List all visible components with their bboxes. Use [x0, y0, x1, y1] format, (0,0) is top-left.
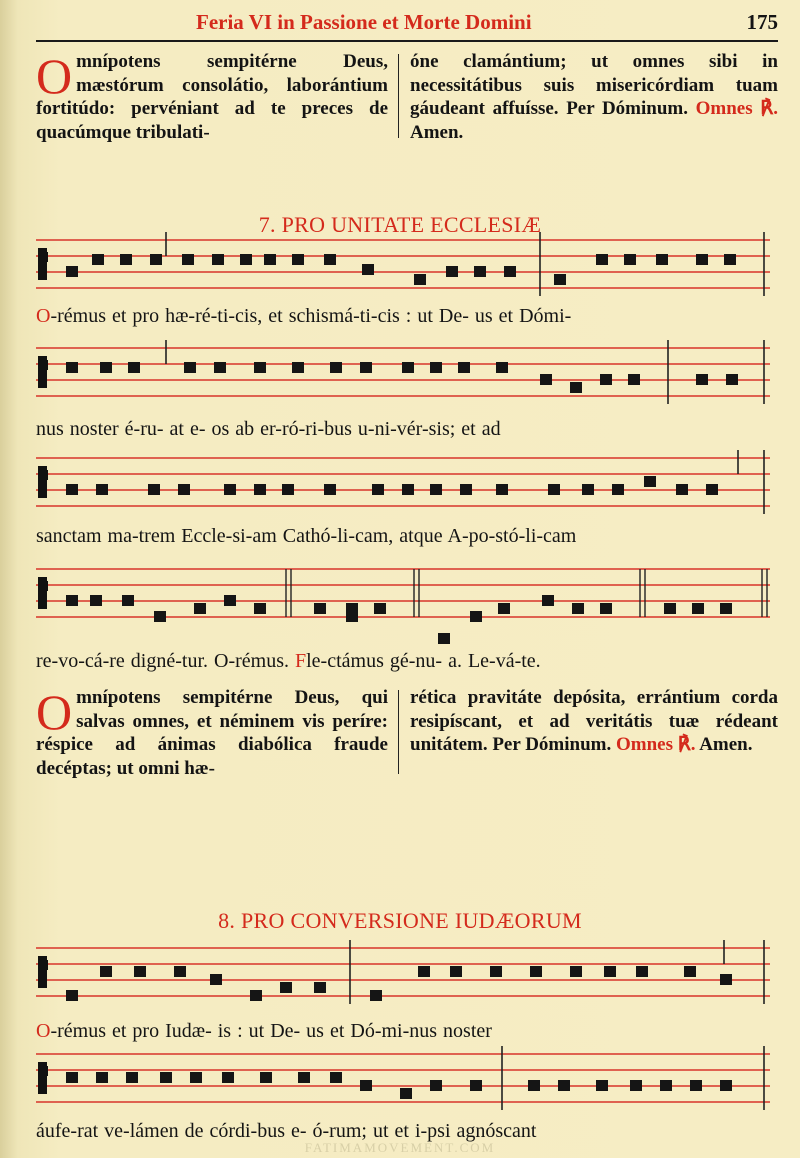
- neume-note: [402, 362, 414, 373]
- watermark: FATIMAMOVEMENT.COM: [304, 1140, 496, 1155]
- neume-note: [644, 476, 656, 487]
- neume-note: [572, 603, 584, 614]
- lyrics-7-2: nus noster é-ru- at e- os ab er-ró-ri-bus u-ni-vér-sis; et ad: [36, 418, 501, 440]
- neume-note: [570, 966, 582, 977]
- neume-note: [542, 595, 554, 606]
- neume-note: [160, 1072, 172, 1083]
- neume-note: [402, 484, 414, 495]
- neume-note: [490, 966, 502, 977]
- neume-note: [600, 603, 612, 614]
- neume-note: [372, 484, 384, 495]
- neume-note: [214, 362, 226, 373]
- neume-note: [178, 484, 190, 495]
- neume-note: [414, 274, 426, 285]
- prayer-1-left-text: mnípotens sempitérne Deus, mæstórum consolátio, laborántium fortitúdo: pervéniant ad te preces de quacúmque tribulati-: [36, 51, 388, 143]
- neume-note: [314, 982, 326, 993]
- neume-note: [182, 254, 194, 265]
- neume-note: [66, 484, 78, 495]
- section-7-title: 7. PRO UNITATE ECCLESIÆ: [258, 212, 542, 237]
- neume-note: [360, 1080, 372, 1091]
- staff-7-2: [36, 342, 770, 406]
- neume-note: [254, 362, 266, 373]
- neume-note: [314, 603, 326, 614]
- prayer-1-right-text: óne clamántium; ut omnes sibi in necessitátibus suis misericórdiam tuam gáudeant affuísse. Per Dóminum.: [410, 51, 778, 119]
- neume-note: [282, 484, 294, 495]
- neume-note: [298, 1072, 310, 1083]
- clef-mark: [38, 356, 48, 388]
- neume-note: [418, 966, 430, 977]
- neume-note: [676, 484, 688, 495]
- lyrics-8-2: áufe-rat ve-lámen de córdi-bus e- ó-rum; ut et i-psi agnóscant: [36, 1120, 537, 1142]
- neume-note: [582, 484, 594, 495]
- neume-note: [120, 254, 132, 265]
- neume-note: [174, 966, 186, 977]
- neume-note: [292, 254, 304, 265]
- neume-note: [90, 595, 102, 606]
- neume-note: [330, 1072, 342, 1083]
- prayer-1-left-column: [36, 50, 388, 144]
- neume-note: [66, 266, 78, 277]
- lyrics-red-capital: O: [36, 1020, 51, 1042]
- neume-note: [430, 362, 442, 373]
- neume-note: [324, 484, 336, 495]
- neume-note: [720, 1080, 732, 1091]
- neume-note: [696, 374, 708, 385]
- neume-note: [330, 362, 342, 373]
- lyrics-7-1: [36, 305, 776, 328]
- neume-note: [240, 254, 252, 265]
- neume-note: [656, 254, 668, 265]
- neume-note: [96, 1072, 108, 1083]
- neume-note: [430, 484, 442, 495]
- prayer-2-right-column: [410, 686, 778, 757]
- neume-note: [596, 254, 608, 265]
- neume-note: [210, 974, 222, 985]
- neume-note: [446, 266, 458, 277]
- neume-note: [596, 1080, 608, 1091]
- neume-note: [630, 1080, 642, 1091]
- neume-note: [254, 603, 266, 614]
- neume-note: [150, 254, 162, 265]
- neume-note: [570, 382, 582, 393]
- page-header: [0, 8, 800, 38]
- neume-note: [122, 595, 134, 606]
- neume-note: [324, 254, 336, 265]
- neume-note: [558, 1080, 570, 1091]
- neume-note: [190, 1072, 202, 1083]
- prayer-2-left-text: mnípotens sempitérne Deus, qui salvas omnes, et néminem vis períre: réspice ad ánimas diabólica fraude decéptas; ut omni hæ-: [36, 687, 388, 779]
- neume-note: [460, 484, 472, 495]
- neume-note: [530, 966, 542, 977]
- neume-note: [360, 362, 372, 373]
- neume-note: [346, 611, 358, 622]
- neume-note: [706, 484, 718, 495]
- neume-note: [92, 254, 104, 265]
- neume-note: [370, 990, 382, 1001]
- prayer-block-1: [36, 50, 778, 146]
- neume-note: [554, 274, 566, 285]
- response-label: Omnes: [616, 734, 673, 755]
- neume-note: [690, 1080, 702, 1091]
- neume-note: [548, 484, 560, 495]
- neume-note: [280, 982, 292, 993]
- neume-note: [148, 484, 160, 495]
- neume-note: [624, 254, 636, 265]
- neume-note: [430, 1080, 442, 1091]
- neume-note: [720, 603, 732, 614]
- neume-note: [66, 990, 78, 1001]
- response-symbol: ℟.: [760, 98, 779, 119]
- clef-mark: [38, 1062, 48, 1094]
- neume-note: [212, 254, 224, 265]
- neume-note: [724, 254, 736, 265]
- prayer-2-right-text: rética pravitáte depósita, errántium corda resipíscant, et ad veritátis tuæ rédeant unitátem. Per Dóminum.: [410, 687, 778, 755]
- neume-note: [450, 966, 462, 977]
- neume-note: [128, 362, 140, 373]
- neume-note: [600, 374, 612, 385]
- red-initial: O: [36, 48, 73, 104]
- neume-note: [498, 603, 510, 614]
- header-rule: [36, 40, 778, 42]
- clef-mark: [38, 577, 48, 609]
- neume-note: [100, 966, 112, 977]
- response-label: Omnes: [695, 98, 753, 119]
- neume-note: [474, 266, 486, 277]
- clef-mark: [38, 466, 48, 498]
- response-symbol: ℟.: [677, 734, 696, 755]
- staff-8-1: [36, 942, 770, 1006]
- neume-note: [628, 374, 640, 385]
- neume-note: [184, 362, 196, 373]
- neume-note: [224, 484, 236, 495]
- lyrics-text-part-b: le-ctámus gé-nu- a. Le-vá-te.: [306, 650, 541, 672]
- amen-text: Amen.: [699, 734, 753, 755]
- neume-note: [692, 603, 704, 614]
- neume-note: [400, 1088, 412, 1099]
- section-8-title: 8. PRO CONVERSIONE IUDÆORUM: [218, 908, 582, 933]
- lyrics-text: -rémus et pro Iudæ- is : ut De- us et Dó-mi-nus noster: [50, 1020, 492, 1042]
- neume-note: [696, 254, 708, 265]
- neume-note: [250, 990, 262, 1001]
- clef-mark: [38, 956, 48, 988]
- neume-note: [664, 603, 676, 614]
- prayer-2-left-column: [36, 686, 388, 780]
- page-number: 175: [746, 10, 778, 34]
- neume-note: [458, 362, 470, 373]
- neume-note: [374, 603, 386, 614]
- neume-note: [726, 374, 738, 385]
- neume-note: [154, 611, 166, 622]
- neume-note: [438, 633, 450, 644]
- neume-note: [224, 595, 236, 606]
- neume-note: [134, 966, 146, 977]
- neume-note: [66, 362, 78, 373]
- lyrics-red-capital: O: [36, 305, 51, 327]
- neume-note: [636, 966, 648, 977]
- prayer-block-2: [36, 686, 778, 782]
- neume-note: [222, 1072, 234, 1083]
- lyrics-7-3: sanctam ma-trem Eccle-si-am Cathó-li-cam, atque A-po-stó-li-cam: [36, 525, 577, 547]
- prayer-1-right-column: [410, 50, 778, 144]
- lyrics-8-1: [36, 1020, 776, 1043]
- lyrics-7-4: [36, 650, 776, 673]
- neume-note: [254, 484, 266, 495]
- neume-note: [100, 362, 112, 373]
- lyrics-text: -rémus et pro hæ-ré-ti-cis, et schismá-ti-cis : ut De- us et Dómi-: [50, 305, 572, 327]
- neume-note: [260, 1072, 272, 1083]
- neume-note: [604, 966, 616, 977]
- amen-text: Amen.: [410, 121, 464, 143]
- neume-note: [264, 254, 276, 265]
- neume-note: [504, 266, 516, 277]
- neume-note: [470, 611, 482, 622]
- staff-7-1: [36, 234, 770, 298]
- neume-note: [660, 1080, 672, 1091]
- neume-note: [292, 362, 304, 373]
- neume-note: [684, 966, 696, 977]
- lyrics-text-part-a: re-vo-cá-re digné-tur. O-rémus.: [36, 650, 295, 672]
- neume-note: [66, 595, 78, 606]
- neume-note: [540, 374, 552, 385]
- staff-8-2: [36, 1048, 770, 1112]
- neume-note: [720, 974, 732, 985]
- neume-note: [528, 1080, 540, 1091]
- lyrics-red-capital: F: [295, 650, 307, 672]
- neume-note: [362, 264, 374, 275]
- neume-note: [496, 484, 508, 495]
- neume-note: [612, 484, 624, 495]
- neume-note: [66, 1072, 78, 1083]
- neume-note: [126, 1072, 138, 1083]
- neume-note: [96, 484, 108, 495]
- staff-7-4: [36, 563, 770, 627]
- neume-note: [470, 1080, 482, 1091]
- neume-note: [496, 362, 508, 373]
- neume-note: [194, 603, 206, 614]
- red-initial: O: [36, 684, 73, 740]
- column-divider: [398, 54, 399, 138]
- running-title: Feria VI in Passione et Morte Domini: [196, 10, 532, 34]
- staff-7-3: [36, 452, 770, 516]
- clef-mark: [38, 248, 48, 280]
- column-divider: [398, 690, 399, 774]
